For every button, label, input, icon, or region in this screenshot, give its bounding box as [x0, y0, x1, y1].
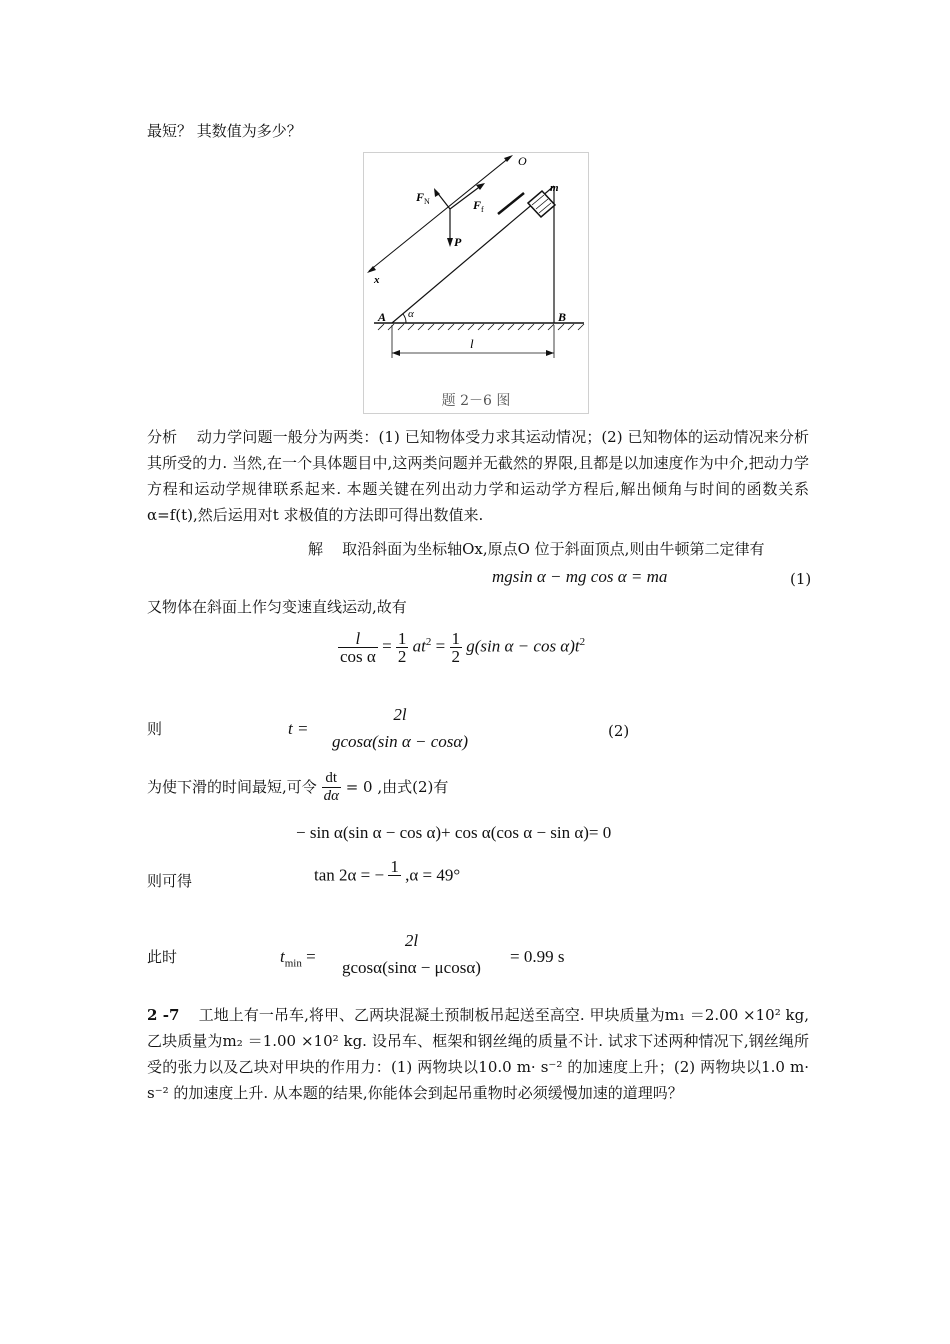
incline-diagram: [364, 153, 588, 388]
kin-half2-num: 1: [451, 629, 460, 648]
kin-half-num: 1: [397, 629, 407, 648]
label-Ff-sub: f: [481, 205, 484, 214]
kin-exp2: 2: [579, 635, 586, 648]
eq5-t: [280, 948, 316, 972]
eq2-den: gcosα(sin α − cosα): [332, 732, 468, 751]
eq5-t-symbol: t: [280, 947, 285, 966]
equation-1: mgsin α − mg cos α = ma: [492, 567, 668, 586]
eq5-num: 2l: [404, 931, 419, 950]
deriv-den: dα: [323, 788, 339, 804]
problem-paragraph: [147, 1002, 809, 1106]
label-FN-sub: N: [424, 197, 430, 206]
kin-lhs-den: cos α: [340, 647, 376, 666]
eq4-label: 则可得: [147, 872, 193, 890]
kin-half-den: 2: [397, 647, 407, 666]
eq4-num: 1: [390, 857, 399, 876]
label-alpha: α: [408, 308, 414, 320]
eq4-rhs: ,α = 49°: [405, 865, 461, 885]
eq2-label: 则: [147, 720, 163, 738]
label-A: A: [378, 310, 387, 324]
label-B: B: [558, 310, 567, 324]
eq5-sub: min: [284, 957, 302, 970]
eq4-lhs: tan 2α = −: [314, 865, 385, 885]
eq2-num: 2l: [393, 705, 407, 724]
eq4-den: [388, 875, 401, 892]
eq5-den: gcosα(sinα − μcosα): [342, 958, 481, 977]
kin-exp: 2: [425, 635, 432, 648]
label-Ff: F: [473, 198, 482, 212]
kin-eq2: =: [435, 636, 446, 656]
analysis-text: 动力学问题一般分为两类：(1) 已知物体受力求其运动情况；(2) 已知物体的运动情况来分析其所受的力. 当然,在一个具体题目中,这两类问题并无截然的界限,且都是以加速度作为中介,把动力学方程和运动学规律联系起来. 本题关键在列出动力学和运动学方程后,解出倾角与时间的函数关系α=f(t),然后运用对t 求极值的方法即可得出数值来.: [147, 428, 809, 524]
equation-4: [314, 858, 460, 892]
kin-half2-den: 2: [451, 647, 460, 666]
label-x: x: [374, 274, 380, 286]
problem-text: 工地上有一吊车,将甲、乙两块混凝土预制板吊起送至高空. 甲块质量为m₁ ＝2.00 ×10² kg,乙块质量为m₂ ＝1.00 ×10² kg. 设吊车、框架和钢丝绳的质量不计. 试求下述两种情况下,钢丝绳所受的张力以及乙块对甲块的作用力：(1) 两物块以10.0 m· s⁻² 的加速度上升；(2) 两物块以1.0 m· s⁻² 的加速度上升. 从本题的结果,你能体会到起吊重物时必须缓慢加速的道理吗？: [147, 1006, 810, 1102]
label-O: O: [518, 154, 527, 168]
eq5-eq: =: [306, 947, 316, 966]
label-m: m: [550, 182, 559, 194]
solution-label: 解: [308, 540, 324, 558]
deriv-post: = 0 ,由式(2)有: [345, 778, 449, 796]
intro-text: 最短？ 其数值为多少？: [147, 122, 302, 140]
label-l: l: [470, 336, 474, 351]
label-FN: F: [416, 190, 425, 204]
kinematic-equation: [338, 630, 585, 665]
analysis-paragraph: [147, 424, 809, 528]
solution-line: [308, 542, 764, 557]
equation-1-tag: (1): [790, 570, 812, 588]
motion-line: 又物体在斜面上作匀变速直线运动,故有: [147, 598, 407, 616]
figure-caption: 题 2－6 图: [441, 393, 511, 409]
eq5-rhs: = 0.99 s: [510, 947, 565, 966]
kin-lhs-num: l: [355, 629, 361, 648]
eq5-label: 此时: [147, 948, 178, 966]
eq2-tag: (2): [608, 722, 630, 740]
eq2-lhs: t =: [288, 719, 309, 738]
incline-figure: [363, 152, 589, 414]
equation-3: − sin α(sin α − cos α)+ cos α(cos α − sin α)= 0: [296, 823, 612, 842]
label-P: P: [454, 235, 462, 249]
kin-eq: =: [382, 636, 392, 656]
deriv-line: [147, 770, 448, 805]
problem-number: 2 -7: [147, 1006, 180, 1024]
analysis-label: 分析: [147, 428, 178, 446]
eq2-fraction: [330, 706, 470, 750]
deriv-num: dt: [325, 770, 338, 786]
eq5-fraction: [340, 932, 483, 976]
kin-g-part: g(sin α − cos α)t: [466, 636, 580, 656]
deriv-pre: 为使下滑的时间最短,可令: [147, 778, 317, 796]
kin-at: at: [412, 636, 426, 656]
solution-text: 取沿斜面为坐标轴Ox,原点O 位于斜面顶点,则由牛顿第二定律有: [342, 540, 765, 558]
